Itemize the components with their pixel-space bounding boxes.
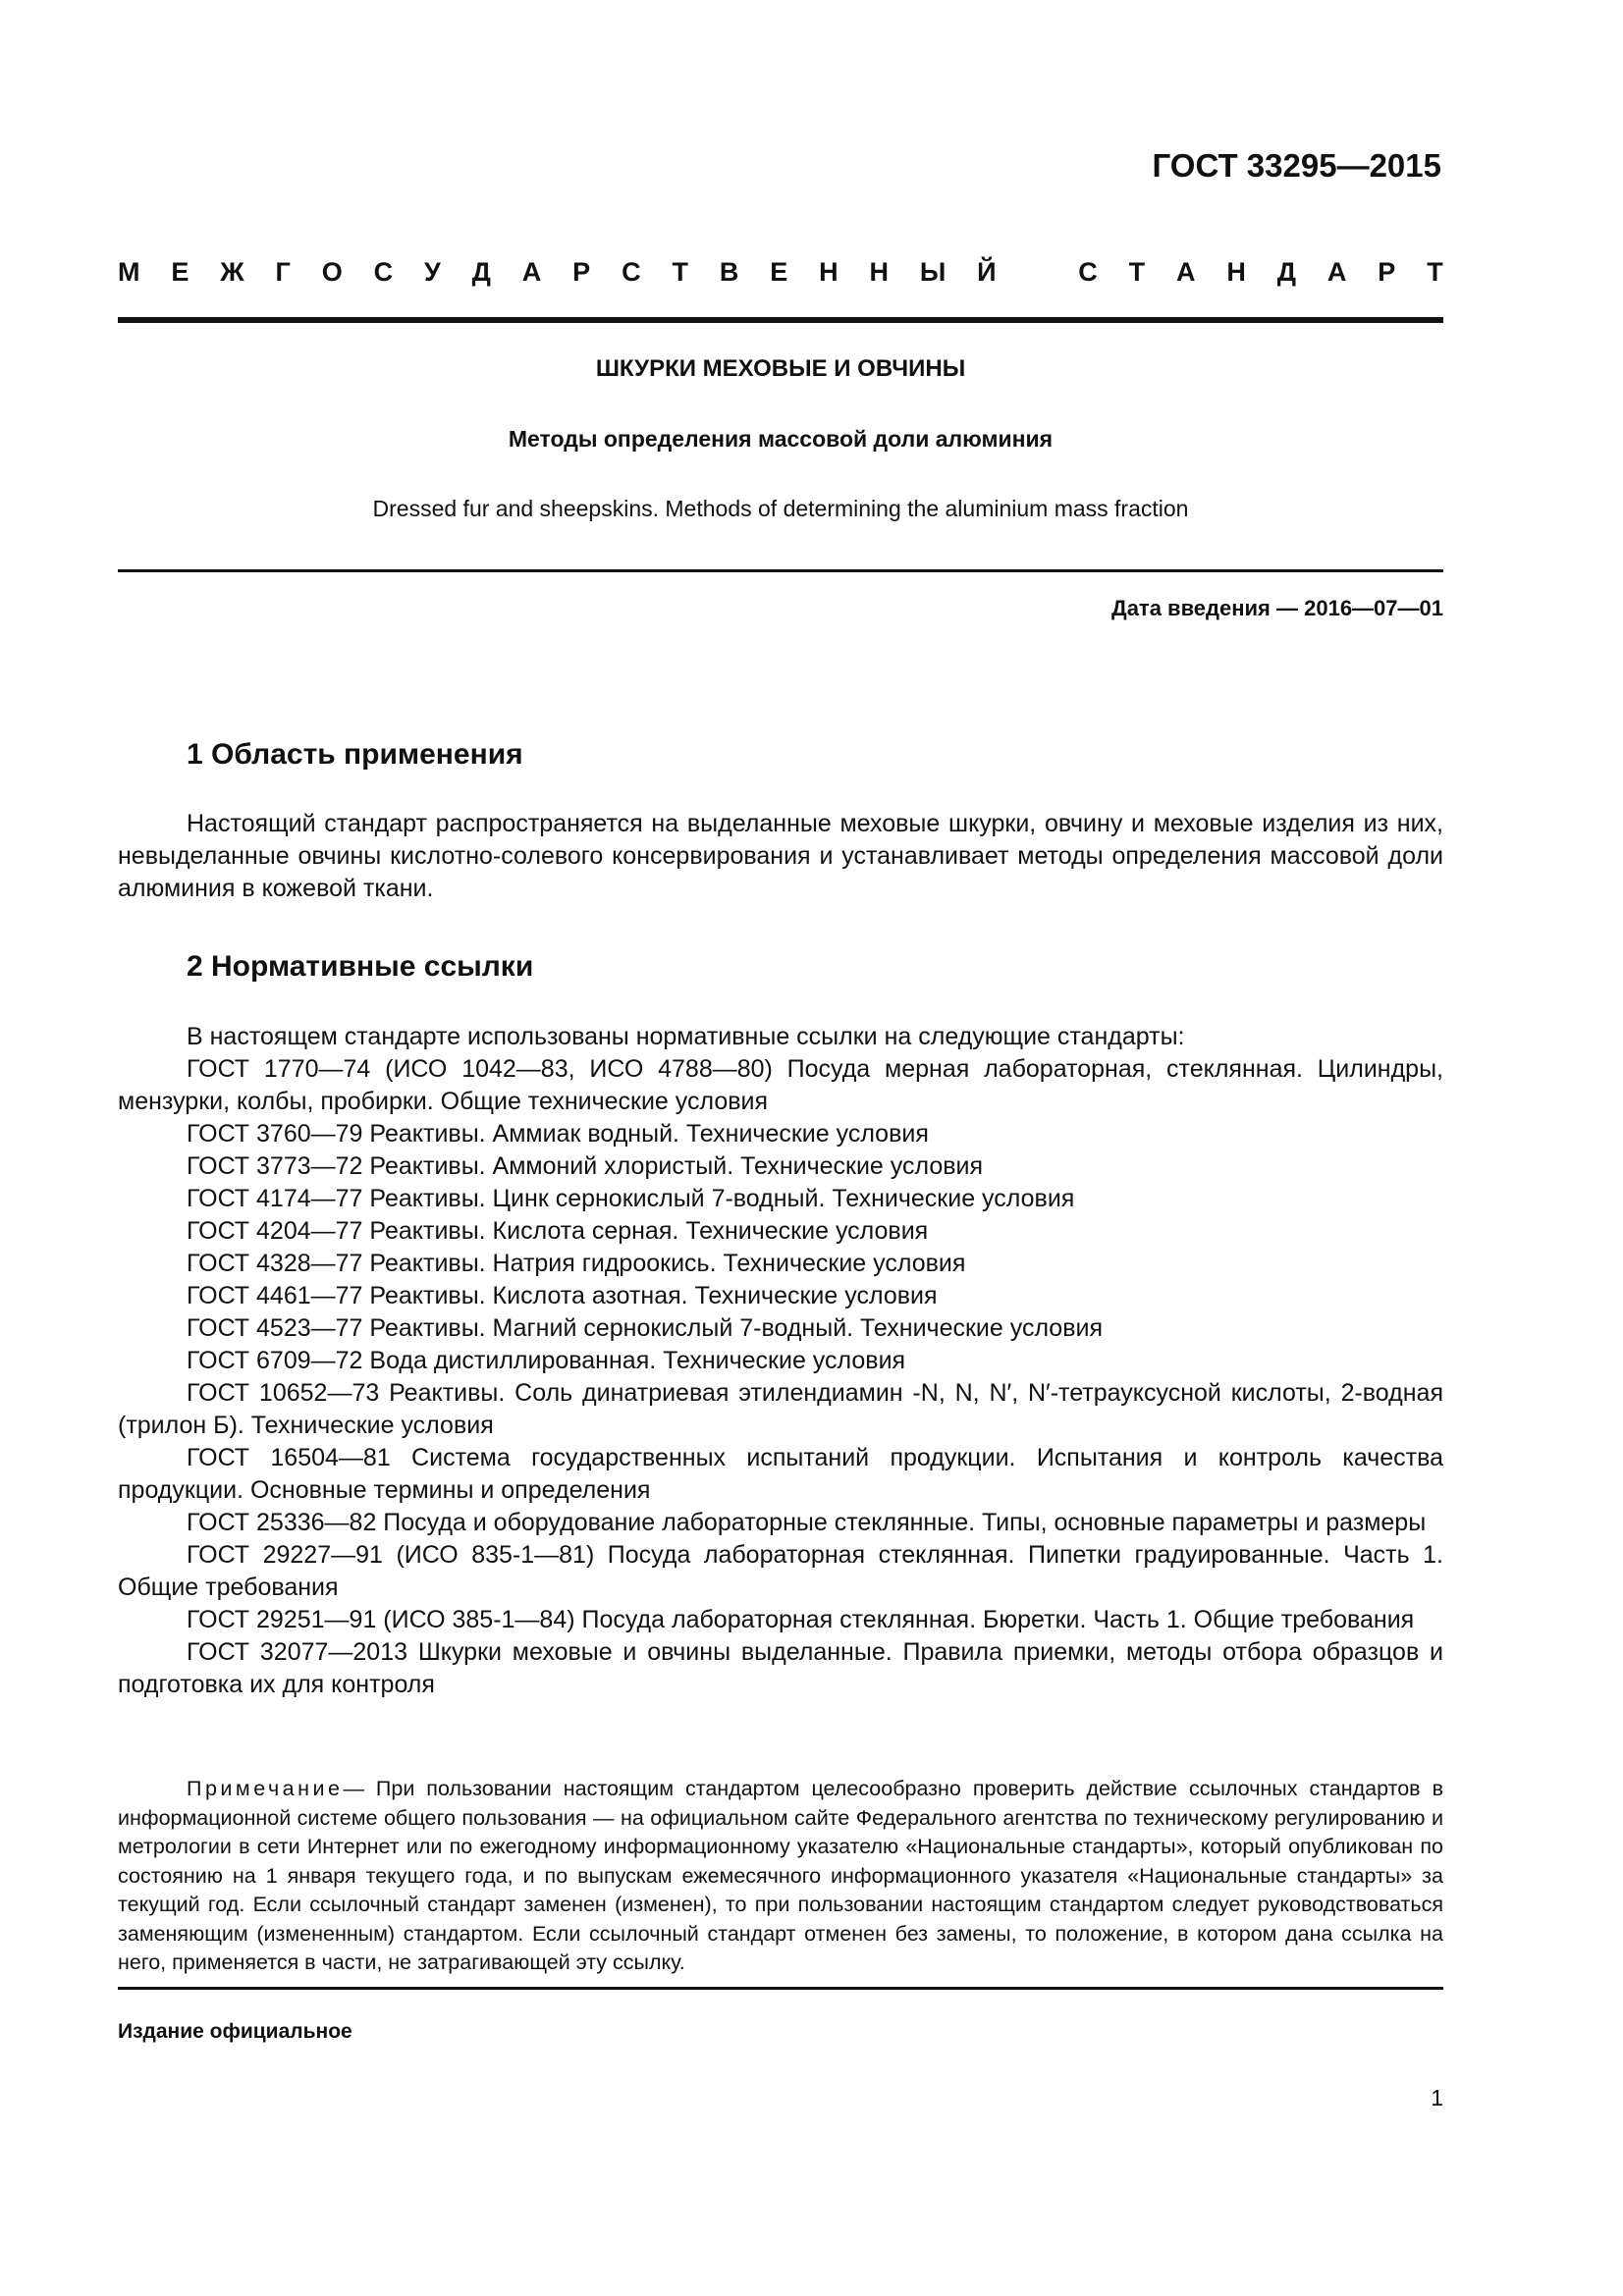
title-rule bbox=[118, 569, 1443, 572]
banner-letter: А bbox=[1326, 257, 1347, 287]
footer-rule bbox=[118, 1987, 1443, 1990]
banner-letter: С bbox=[1078, 257, 1098, 287]
banner-letter: Е bbox=[770, 257, 788, 287]
section-1-heading: 1 Область применения bbox=[187, 738, 523, 771]
banner-letter: В bbox=[719, 257, 739, 287]
banner-letter: Т bbox=[672, 257, 688, 287]
section-1-body bbox=[118, 808, 1443, 905]
introduction-date: Дата введения — 2016—07—01 bbox=[1111, 596, 1443, 620]
reference-item: ГОСТ 10652—73 Реактивы. Соль динатриевая этилендиамин -N, N, N′, N′-тетрауксусной кислоты, 2-водная (трилон Б). Технические условия bbox=[118, 1379, 1443, 1439]
reference-item: ГОСТ 16504—81 Система государственных испытаний продукции. Испытания и контроль качества продукции. Основные термины и определения bbox=[118, 1444, 1443, 1504]
banner-letter: А bbox=[1176, 257, 1196, 287]
reference-item: ГОСТ 32077—2013 Шкурки меховые и овчины выделанные. Правила приемки, методы отбора образцов и подготовка их для контроля bbox=[118, 1638, 1443, 1698]
note-text: — При пользовании настоящим стандартом целесообразно проверить действие ссылочных стандартов в информационной системе общего пользования — на официальном сайте Федерального агентства по техническому регулированию и метрологии в сети Интернет или по ежегодному информационному указателю «Национальные стандарты», который опубликован по состоянию на 1 января текущего года, и по выпускам ежемесячного информационного указателя «Национальные стандарты» за текущий год. Если ссылочный стандарт заменен (изменен), то при пользовании настоящим стандартом следует руководствоваться заменяющим (измененным) стандартом. Если ссылочный стандарт отменен без замены, то положение, в котором дана ссылка на него, применяется в части, не затрагивающей эту ссылку. bbox=[118, 1777, 1443, 1974]
banner-letter: Н bbox=[1226, 257, 1246, 287]
note-label: Примечание bbox=[187, 1777, 344, 1800]
banner-letter: Й bbox=[977, 257, 997, 287]
document-subtitle: Методы определения массовой доли алюминия bbox=[508, 426, 1054, 452]
reference-item: ГОСТ 25336—82 Посуда и оборудование лабораторные стеклянные. Типы, основные параметры и размеры bbox=[187, 1509, 1427, 1536]
banner-letter: Д bbox=[1276, 257, 1297, 287]
section-1-text: Настоящий стандарт распространяется на выделанные меховые шкурки, овчину и меховые изделия из них, невыделанные овчины кислотно-солевого консервирования и устанавливает методы определения массовой доли алюминия в кожевой ткани. bbox=[118, 810, 1443, 902]
banner-word-gap bbox=[1027, 257, 1047, 288]
english-title: Dressed fur and sheepskins. Methods of determining the aluminium mass fraction bbox=[372, 496, 1189, 521]
banner-letter: Т bbox=[1427, 257, 1443, 287]
reference-item: ГОСТ 4204—77 Реактивы. Кислота серная. Технические условия bbox=[187, 1217, 929, 1245]
banner-letter: Ы bbox=[919, 257, 947, 287]
references-list bbox=[118, 1021, 1443, 1701]
document-number: ГОСТ 33295—2015 bbox=[1152, 147, 1441, 184]
reference-item: ГОСТ 1770—74 (ИСО 1042—83, ИСО 4788—80) Посуда мерная лабораторная, стеклянная. Цилиндры, мензурки, колбы, пробирки. Общие технические условия bbox=[118, 1055, 1443, 1115]
banner-letter: Г bbox=[275, 257, 291, 287]
standard-banner bbox=[118, 257, 1443, 288]
reference-item: ГОСТ 4523—77 Реактивы. Магний сернокислый 7-водный. Технические условия bbox=[187, 1314, 1103, 1342]
reference-item: ГОСТ 6709—72 Вода дистиллированная. Технические условия bbox=[187, 1347, 906, 1374]
reference-item: ГОСТ 4174—77 Реактивы. Цинк сернокислый 7-водный. Технические условия bbox=[187, 1185, 1075, 1212]
references-note bbox=[118, 1775, 1443, 1978]
banner-letter: М bbox=[118, 257, 140, 287]
reference-item: ГОСТ 3760—79 Реактивы. Аммиак водный. Технические условия bbox=[187, 1120, 929, 1148]
banner-letter: У bbox=[424, 257, 441, 287]
reference-item: ГОСТ 3773—72 Реактивы. Аммоний хлористый. Технические условия bbox=[187, 1152, 984, 1180]
reference-item: ГОСТ 4461—77 Реактивы. Кислота азотная. Технические условия bbox=[187, 1282, 938, 1309]
header-rule bbox=[118, 317, 1443, 323]
banner-letter: Ж bbox=[220, 257, 244, 287]
banner-letter: Н bbox=[869, 257, 889, 287]
banner-letter: А bbox=[521, 257, 542, 287]
document-title: ШКУРКИ МЕХОВЫЕ И ОВЧИНЫ bbox=[595, 355, 966, 382]
page-number: 1 bbox=[1431, 2085, 1443, 2110]
banner-letter: Т bbox=[1128, 257, 1146, 287]
banner-letter: С bbox=[622, 257, 641, 287]
banner-letter: С bbox=[373, 257, 394, 287]
reference-item: ГОСТ 4328—77 Реактивы. Натрия гидроокись. Технические условия bbox=[187, 1250, 966, 1277]
banner-letter: Н bbox=[819, 257, 839, 287]
banner-letter: Р bbox=[572, 257, 591, 287]
official-edition-label: Издание официальное bbox=[118, 2020, 352, 2043]
reference-item: ГОСТ 29227—91 (ИСО 835-1—81) Посуда лабораторная стеклянная. Пипетки градуированные. Часть 1. Общие требования bbox=[118, 1541, 1443, 1601]
reference-item: ГОСТ 29251—91 (ИСО 385-1—84) Посуда лабораторная стеклянная. Бюретки. Часть 1. Общие требования bbox=[187, 1606, 1415, 1633]
banner-letter: Р bbox=[1378, 257, 1396, 287]
section-2-heading: 2 Нормативные ссылки bbox=[187, 950, 534, 983]
banner-letter: Е bbox=[171, 257, 189, 287]
banner-letter: О bbox=[321, 257, 343, 287]
banner-letter: Д bbox=[471, 257, 491, 287]
references-intro: В настоящем стандарте использованы нормативные ссылки на следующие стандарты: bbox=[187, 1023, 1185, 1050]
